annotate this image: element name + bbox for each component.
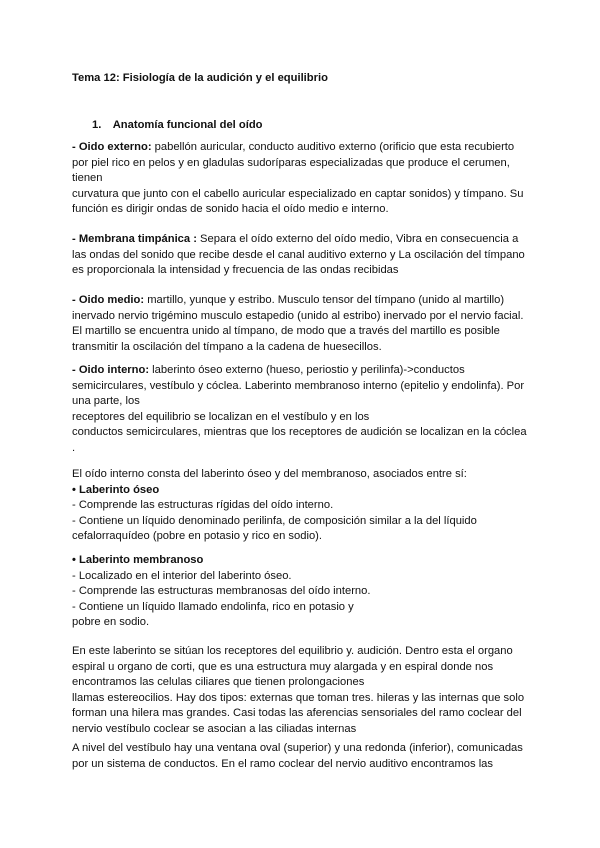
paragraph — [72, 232, 532, 279]
text-line — [72, 498, 532, 514]
section-number: 1. — [92, 119, 102, 131]
paragraph — [72, 363, 532, 457]
text-line — [72, 483, 532, 499]
line-text: A nivel del vestíbulo hay una ventana oval (superior) y una redonda (inferior), comunicadas — [72, 742, 523, 754]
line-text: cefalorraquídeo (pobre en potasio y rico en sodio). — [72, 530, 323, 543]
text-line — [72, 553, 532, 569]
text-line — [72, 324, 532, 340]
text-line — [72, 529, 532, 545]
text-line — [72, 569, 532, 585]
text-line — [72, 293, 532, 309]
line-text: función es dirigir ondas de sonido hacia el oído medio e interno. — [72, 203, 389, 216]
text-line — [72, 514, 532, 530]
paragraph — [72, 644, 532, 738]
line-text: martillo, yunque y estribo. Musculo tensor del tímpano (unido al martillo) — [144, 294, 505, 306]
line-text: El oído interno consta del laberinto óseo y del membranoso, asociados entre sí: — [72, 468, 467, 480]
line-text: por piel rico en pelos y en gladulas sudoríparas especializadas que produce el cerumen, — [72, 156, 510, 169]
line-text: espiral u organo de corti, que es una estructura muy alargada y en espiral donde nos — [72, 660, 494, 673]
line-text: transmitir la oscilación del tímpano a la cadena de huesecillos. — [72, 340, 382, 353]
text-line — [72, 187, 532, 203]
text-line — [72, 410, 532, 426]
text-line — [72, 691, 532, 707]
text-line — [72, 675, 532, 691]
paragraph — [72, 293, 532, 355]
text-line — [72, 248, 532, 264]
line-text: pabellón auricular, conducto auditivo externo (orificio que esta recubierto — [151, 141, 515, 153]
text-line — [72, 202, 532, 218]
paragraph — [72, 553, 532, 631]
section-title: Anatomía funcional del oído — [112, 119, 263, 131]
text-line — [72, 140, 532, 156]
text-line — [72, 263, 532, 279]
text-line — [72, 757, 532, 773]
line-text: Separa el oído externo del oído medio, Vibra en consecuencia a — [196, 233, 519, 245]
text-line — [72, 741, 532, 757]
bold-term: - Oido externo: — [72, 141, 152, 153]
line-text: encontramos las celulas ciliares que tienen prolongaciones — [72, 676, 365, 689]
line-text: inervado nervio trigémino musculo estapedio (unido al estribo) inervado por el nervio facial. — [72, 309, 524, 322]
line-text: conductos semicirculares, mientras que los receptores de audición se localizan en la cóclea — [72, 426, 527, 439]
line-text: laberinto óseo externo (hueso, periostio y perilinfa)->conductos — [149, 364, 465, 376]
text-line — [72, 394, 532, 410]
bold-term: - Oido interno: — [72, 364, 150, 376]
text-line — [72, 363, 532, 379]
text-line — [72, 441, 532, 457]
text-line — [72, 660, 532, 676]
text-line — [72, 600, 532, 616]
line-text: - Contiene un líquido llamado endolinfa, rico en potasio y — [72, 600, 354, 613]
line-text: En este laberinto se sitúan los receptores del equilibrio y. audición. Dentro esta el organo — [72, 645, 513, 657]
text-line — [72, 615, 532, 631]
text-line — [72, 379, 532, 395]
line-text: . — [72, 441, 76, 454]
line-text: - Comprende las estructuras rígidas del oído interno. — [72, 499, 334, 512]
paragraph — [72, 467, 532, 545]
line-text: - Localizado en el interior del laberinto óseo. — [72, 569, 292, 582]
line-text: tienen — [72, 172, 103, 185]
line-text: receptores del equilibrio se localizan en el vestíbulo y en los — [72, 410, 370, 423]
text-line — [72, 425, 532, 441]
paragraph — [72, 140, 532, 218]
line-text: las ondas del sonido que recibe desde el canal auditivo externo y La oscilación del tímpano — [72, 248, 525, 261]
text-line — [72, 232, 532, 248]
line-text: - Contiene un líquido denominado perilinfa, de composición similar a la del líquido — [72, 514, 477, 527]
document-title: Tema 12: Fisiología de la audición y el equilibrio — [72, 72, 328, 84]
line-text: semicirculares, vestíbulo y cóclea. Laberinto membranoso interno (epitelio y endolinfa). Por — [72, 379, 525, 392]
line-text: una parte, los — [72, 395, 140, 408]
text-line — [72, 340, 532, 356]
line-text: El martillo se encuentra unido al tímpano, de modo que a través del martillo es posible — [72, 325, 500, 338]
text-line — [72, 644, 532, 660]
line-text: - Comprende las estructuras membranosas del oído interno. — [72, 585, 371, 598]
bold-term: • Laberinto membranoso — [72, 554, 204, 566]
line-text: es proporcionala la intensidad y frecuencia de las ondas recibidas — [72, 264, 399, 277]
line-text: nervio vestíbulo coclear se asocian a las ciliadas internas — [72, 722, 357, 735]
text-line — [72, 156, 532, 172]
line-text: curvatura que junto con el cabello auricular especializado en captar sonidos) y tímpano. Su — [72, 187, 524, 200]
bold-term: - Membrana timpánica : — [72, 233, 197, 245]
text-line — [72, 706, 532, 722]
line-text: pobre en sodio. — [72, 616, 150, 629]
section-heading — [92, 118, 263, 134]
text-line — [72, 722, 532, 738]
text-line — [72, 309, 532, 325]
line-text: por un sistema de conductos. En el ramo coclear del nervio auditivo encontramos las — [72, 757, 493, 770]
bold-term: • Laberinto óseo — [72, 483, 160, 496]
line-text: forman una hilera mas grandes. Casi todas las aferencias sensoriales del ramo coclear del — [72, 707, 522, 720]
paragraph — [72, 741, 532, 772]
bold-term: - Oido medio: — [72, 294, 145, 306]
line-text: llamas estereocilios. Hay dos tipos: externas que toman tres. hileras y las internas que solo — [72, 691, 525, 704]
text-line — [72, 467, 532, 483]
text-line — [72, 584, 532, 600]
text-line — [72, 171, 532, 187]
